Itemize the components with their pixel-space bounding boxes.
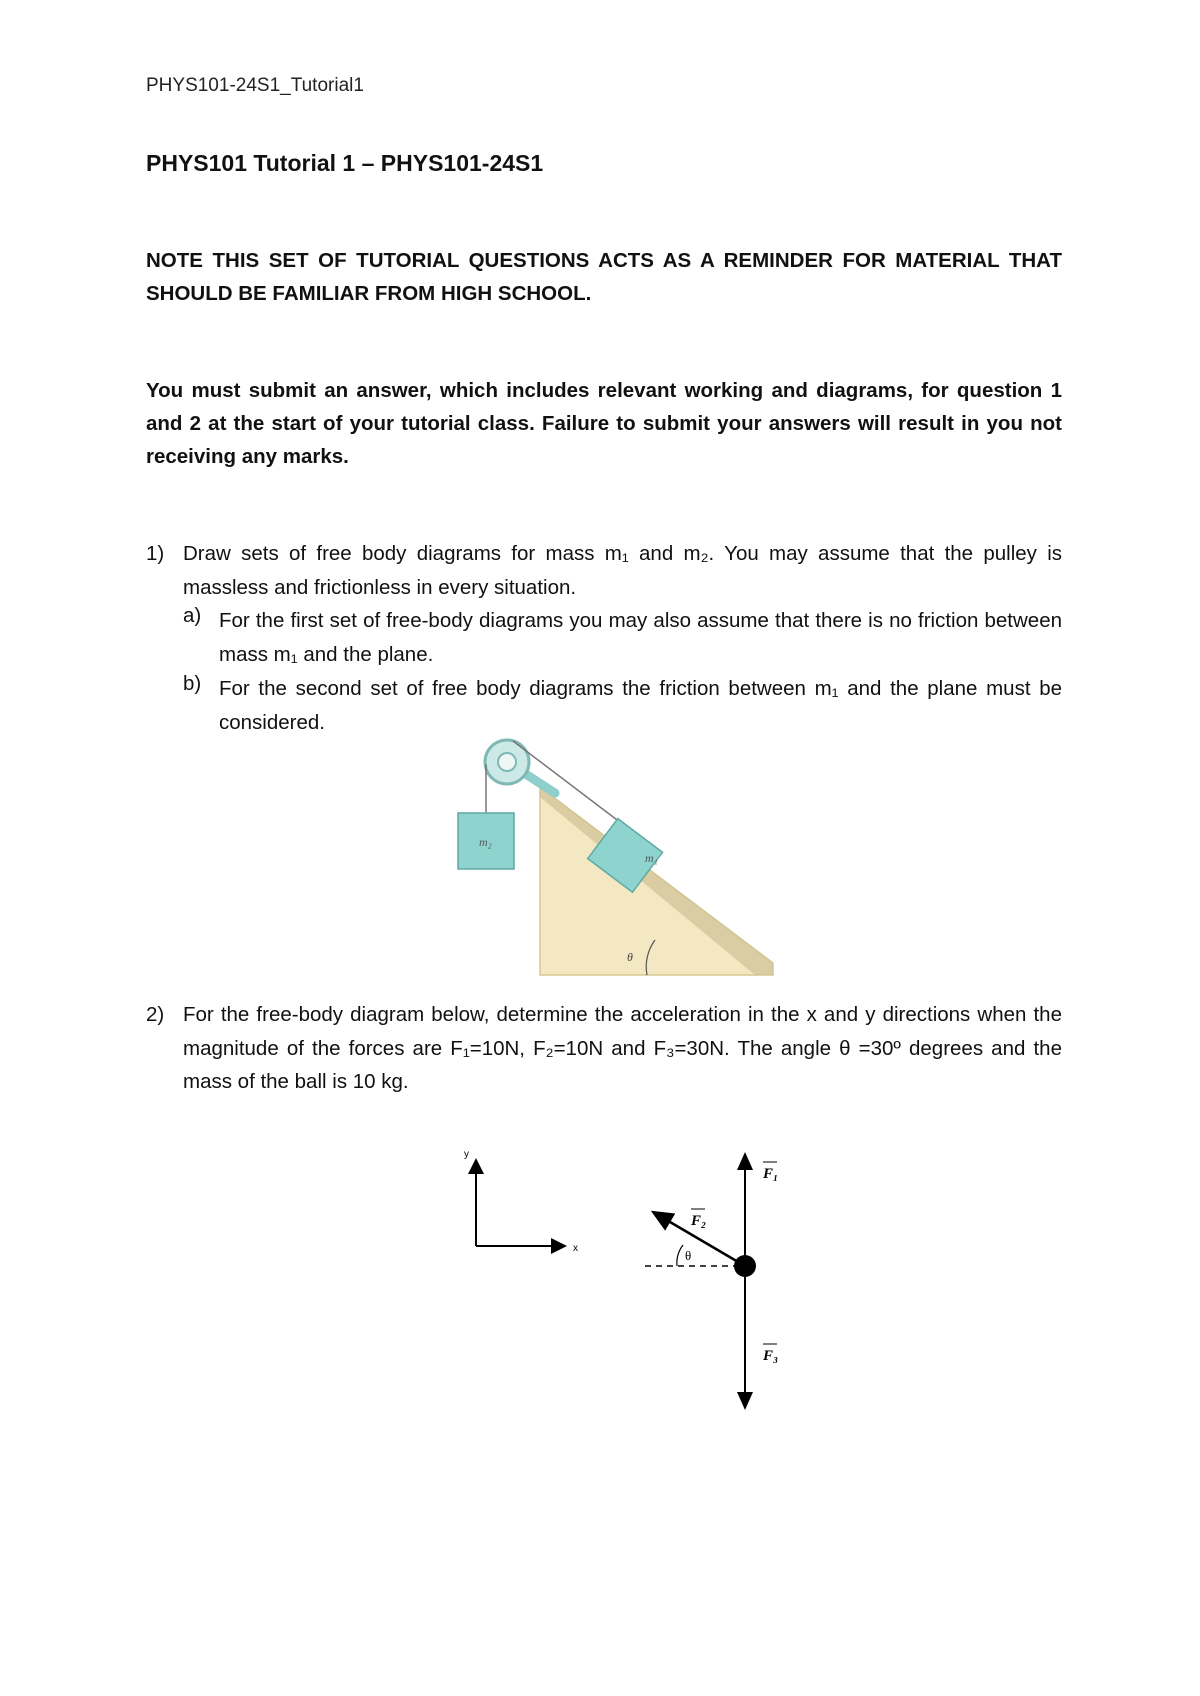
ball (734, 1255, 756, 1277)
incline-angle-label: θ (627, 950, 633, 964)
question-1b-text: For the second set of free body diagrams the friction between m₁ and the plane must be considered. (219, 677, 1062, 734)
coordinate-axes (455, 1140, 605, 1260)
force-angle-arc (677, 1245, 683, 1266)
question-1-text: Draw sets of free body diagrams for mass m₁ and m₂. You may assume that the pulley is massless and frictionless in every situation. (183, 542, 1062, 599)
f3-label: F₃ (763, 1348, 779, 1364)
question-1a-label: a) (183, 604, 202, 627)
m1-label: m₁ (645, 851, 658, 865)
page-title: PHYS101 Tutorial 1 – PHYS101-24S1 (146, 150, 544, 176)
submit-notice: You must submit an answer, which includes relevant working and diagrams, for question 1 and 2 at the start of your tutorial class. Failure to submit your answers will result in you not receiving any marks. (146, 379, 1062, 468)
page-header: PHYS101-24S1_Tutorial1 (146, 75, 364, 96)
f2-label: F₂ (691, 1213, 707, 1229)
question-1-number: 1) (146, 542, 165, 565)
note-paragraph: NOTE THIS SET OF TUTORIAL QUESTIONS ACTS AS A REMINDER FOR MATERIAL THAT SHOULD BE FAMILIAR FROM HIGH SCHOOL. (146, 249, 1062, 305)
f1-label: F₁ (763, 1166, 779, 1182)
force-angle-label: θ (685, 1248, 692, 1263)
x-axis-label: x (573, 1243, 578, 1254)
free-body-diagram (635, 1140, 835, 1410)
question-2-text: For the free-body diagram below, determine the acceleration in the x and y directions when the magnitude of the forces are F₁=10N, F₂=10N and F₃=30N. The angle θ =30º degrees and the mass of the ball is 10 kg. (183, 1003, 1062, 1093)
question-1b-label: b) (183, 672, 202, 695)
question-1a-text: For the first set of free-body diagrams you may also assume that there is no friction between mass m₁ and the plane. (219, 609, 1062, 666)
pulley-axle (498, 753, 516, 771)
inclined-plane-figure (455, 735, 795, 980)
question-2-number: 2) (146, 1003, 165, 1026)
m2-label: m₂ (479, 835, 492, 849)
y-axis-label: y (464, 1149, 469, 1160)
